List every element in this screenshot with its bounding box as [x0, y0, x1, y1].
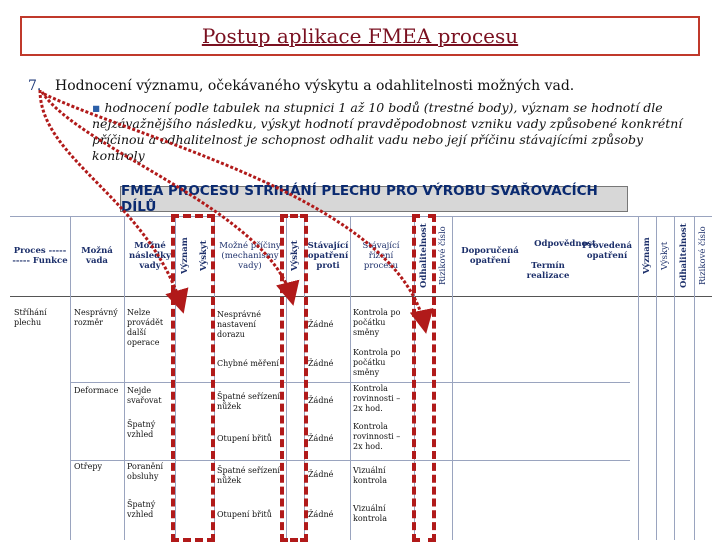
cell-defect: Otřepy [74, 462, 102, 471]
sub-bullet-text: hodnocení podle tabulek na stupnici 1 až 10 bodů (trestné body), význam se hodnotí dle nejzávažnějšího následku, výskyt hodnotí pravděpodobnost vzniku vady způsobené konkrétní příčinou a odhalitelnost je schopnost odhalit vadu nebo její příčinu stávajícími způsoby kontroly [92, 100, 683, 163]
cell-control: Kontrola po počátku směny [353, 308, 401, 337]
arrow-to-vyznam [40, 90, 182, 308]
slide-title: Postup aplikace FMEA procesu [201, 24, 519, 48]
cell-cause: Nesprávné nastavení dorazu [217, 310, 261, 339]
cell-cause: Chybné měření [217, 359, 279, 368]
cell-consequence: Špatný vzhled [127, 420, 156, 439]
header-vyznam: Význam [180, 237, 190, 275]
header-vyskyt: Výskyt [290, 240, 300, 272]
cell-control: Vizuální kontrola [353, 466, 387, 485]
header-risk2: Rizikové číslo [698, 226, 708, 286]
header-vyznam2: Význam [642, 237, 652, 275]
header-current-control: Stávající řízení procesu [362, 241, 400, 271]
cell-cause: Otupení břitů [217, 434, 272, 443]
cell-prevention: Žádné [308, 320, 334, 329]
cell-prevention: Žádné [308, 359, 334, 368]
cell-prevention: Žádné [308, 510, 334, 519]
header-deadline: Termín realizace [526, 261, 570, 281]
header-process: Proces ---------- Funkce [12, 246, 68, 266]
cell-process: Stříhání plechu [14, 308, 47, 327]
cell-control: Kontrola rovinnosti – 2x hod. [353, 384, 401, 413]
cell-prevention: Žádné [308, 434, 334, 443]
table-banner: FMEA PROCESU STŘIHÁNÍ PLECHU PRO VÝROBU SVAŘOVACÍCH DÍLŮ [120, 186, 628, 212]
cell-consequence: Poranění obsluhy [127, 462, 164, 481]
cell-control: Kontrola po počátku směny [353, 348, 401, 377]
header-responsibility: Odpovědnost [534, 239, 596, 249]
arrow-to-odhalitelnost [44, 94, 425, 328]
header-done: Provedená opatření [582, 241, 632, 261]
bullet-marker-icon: ▪ [92, 100, 101, 115]
item-number: 7. [28, 78, 42, 94]
cell-consequence: Špatný vzhled [127, 500, 156, 519]
header-possible-defect: Možná vada [81, 246, 113, 266]
cell-prevention: Žádné [308, 470, 334, 479]
cell-cause: Špatné seřízení nůžek [217, 392, 280, 411]
cell-defect: Nesprávný rozměr [74, 308, 118, 327]
cell-prevention: Žádné [308, 396, 334, 405]
header-vyskyt2: Výskyt [660, 241, 670, 271]
cell-cause: Špatné seřízení nůžek [217, 466, 280, 485]
header-odhalitelnost2: Odhalitelnost [679, 223, 689, 289]
cell-consequence: Nelze provádět další operace [127, 308, 164, 347]
header-odhalitelnost: Odhalitelnost [419, 223, 429, 289]
header-recommended: Doporučená opatření [461, 246, 519, 266]
cell-control: Vizuální kontrola [353, 504, 387, 523]
cell-control: Kontrola rovinnosti – 2x hod. [353, 422, 401, 451]
header-vyskyt-left: Výskyt [199, 240, 209, 272]
cell-consequence: Nejde svařovat [127, 386, 162, 405]
cell-cause: Otupení břitů [217, 510, 272, 519]
header-current-prevention: Stávající opatření proti [307, 241, 349, 271]
header-cause: Možné příčiny (mechanismy vady) [219, 241, 281, 271]
item-text: Hodnocení významu, očekávaného výskytu a odahlitelnosti možných vad. [55, 78, 575, 94]
header-consequences: Možné následky vady [129, 241, 171, 271]
cell-defect: Deformace [74, 386, 119, 395]
header-risk: Rizikové číslo [438, 226, 448, 286]
